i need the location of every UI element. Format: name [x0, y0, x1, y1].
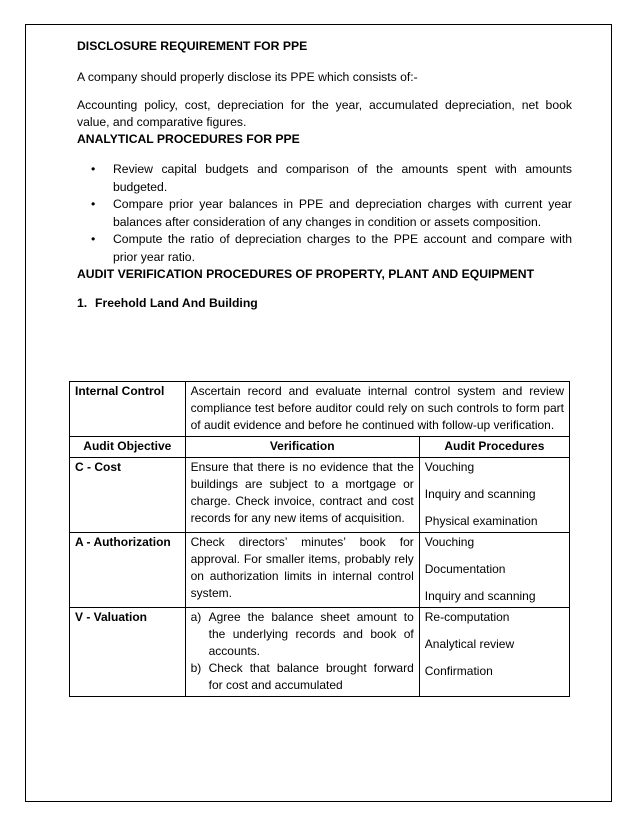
audit-table — [69, 381, 570, 697]
procedures-cell — [419, 608, 569, 697]
internal-control-label: Internal Control — [70, 382, 186, 437]
list-item-text: Check that balance brought forward for cost and accumulated — [208, 661, 414, 692]
disclosure-heading: DISCLOSURE REQUIREMENT FOR PPE — [77, 39, 308, 53]
procedures-cell — [419, 458, 569, 533]
column-header: Audit Objective — [70, 437, 186, 458]
table-row — [70, 458, 570, 533]
objective-cell: C - Cost — [70, 458, 186, 533]
procedure-item: Documentation — [424, 562, 506, 576]
subheading-text: Freehold Land And Building — [95, 296, 258, 310]
list-item — [191, 660, 414, 694]
column-header: Audit Procedures — [419, 437, 569, 458]
verification-cell — [185, 608, 419, 697]
analytical-bullet-list — [77, 161, 572, 266]
table-row — [70, 608, 570, 697]
table-header-row — [70, 437, 570, 458]
subheading-number: 1. — [77, 296, 88, 310]
table-row — [70, 382, 570, 437]
internal-control-text: Ascertain record and evaluate internal control system and review compliance test before auditor could rely on such controls to form part of audit evidence and before he continued with follow-up verification. — [185, 382, 569, 437]
analytical-heading: ANALYTICAL PROCEDURES FOR PPE — [77, 132, 300, 146]
disclosure-body: Accounting policy, cost, depreciation for the year, accumulated depreciation, net book value, and comparative figures. — [77, 98, 572, 129]
objective-cell: A - Authorization — [70, 533, 186, 608]
list-marker: a) — [190, 610, 202, 624]
list-marker: b) — [190, 661, 202, 675]
procedure-item: Analytical review — [424, 637, 515, 651]
list-item-text: Agree the balance sheet amount to the underlying records and book of accounts. — [208, 610, 414, 658]
column-header: Verification — [185, 437, 419, 458]
objective-cell: V - Valuation — [70, 608, 186, 697]
procedure-item: Confirmation — [424, 664, 493, 678]
list-item: • Review capital budgets and comparison of the amounts spent with amounts budgeted. — [77, 161, 572, 196]
disclosure-intro: A company should properly disclose its PPE which consists of:- — [77, 70, 418, 84]
list-item: • Compare prior year balances in PPE and depreciation charges with current year balances after consideration of any changes in condition or assets composition. — [77, 196, 572, 231]
verification-list — [191, 609, 414, 694]
procedure-item: Inquiry and scanning — [424, 487, 536, 501]
document-body — [77, 38, 572, 312]
audit-subheading — [77, 295, 572, 312]
procedure-item: Inquiry and scanning — [424, 589, 536, 603]
procedure-item: Vouching — [424, 535, 475, 549]
procedures-cell — [419, 533, 569, 608]
audit-heading: AUDIT VERIFICATION PROCEDURES OF PROPERTY, PLANT AND EQUIPMENT — [77, 267, 535, 281]
list-item: • Compute the ratio of depreciation charges to the PPE account and compare with prior year ratio. — [77, 231, 572, 266]
verification-cell: Ensure that there is no evidence that the buildings are subject to a mortgage or charge. Check invoice, contract and cost records for any new items of acquisition. — [185, 458, 419, 533]
table-row — [70, 533, 570, 608]
list-item — [191, 609, 414, 660]
procedure-item: Physical examination — [424, 514, 538, 528]
procedure-item: Re-computation — [424, 610, 510, 624]
verification-cell: Check directors’ minutes’ book for approval. For smaller items, probably rely on authorization limits in internal control system. — [185, 533, 419, 608]
procedure-item: Vouching — [424, 460, 475, 474]
